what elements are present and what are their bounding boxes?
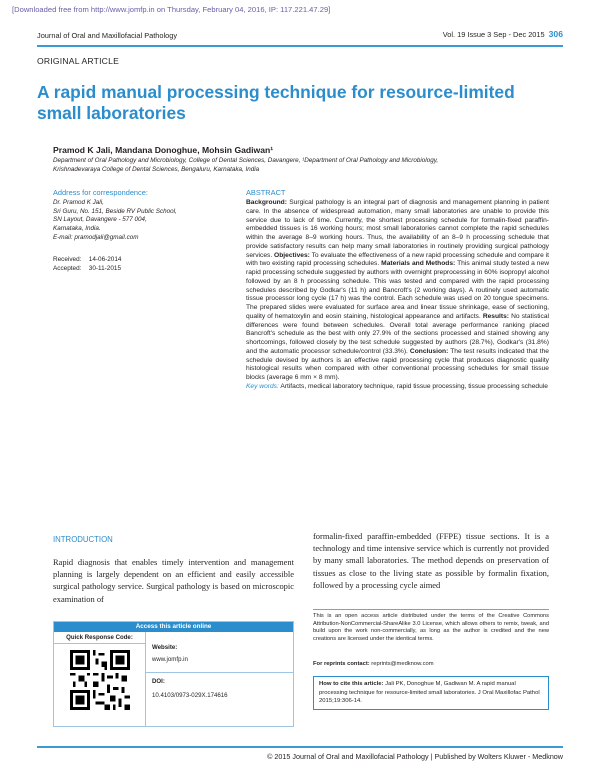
background-label: Background:: [246, 199, 287, 206]
header-rule: [37, 45, 563, 47]
keywords: [246, 383, 549, 392]
qr-code-icon[interactable]: [70, 650, 130, 710]
title-line-2: small laboratories: [37, 103, 186, 123]
affiliation-line-1: Department of Oral Pathology and Microbiology, College of Dental Sciences, Davangere, ¹Department of Oral Pathology and Microbiology,: [53, 157, 439, 164]
title-line-1: A rapid manual processing technique for resource-limited: [37, 82, 515, 102]
abstract-body: [246, 199, 549, 392]
received-date: 14-06-2014: [88, 256, 122, 263]
citation-box: [313, 676, 549, 710]
objectives-text: To evaluate the effectiveness of a new rapid processing schedule and compare it with two existing rapid processing schedules.: [246, 251, 549, 268]
methods-label: Materials and Methods:: [379, 260, 456, 268]
results-label: Results:: [480, 312, 510, 320]
correspondence-heading: Address for correspondence:: [53, 188, 148, 197]
journal-name: Journal of Oral and Maxillofacial Pathology: [37, 31, 178, 40]
authors: Pramod K Jali, Mandana Donoghue, Mohsin Gadiwan¹: [53, 145, 274, 155]
keywords-text: Artifacts, medical laboratory technique, rapid tissue processing, tissue processing schedule: [278, 382, 548, 390]
objectives-label: Objectives:: [272, 251, 310, 259]
website-label: Website:: [152, 644, 178, 651]
license-notice: This is an open access article distributed under the terms of the Creative Commons Attribution-NonCommercial-ShareAlike 3.0 License, which allows others to remix, tweak, and build upon the work non-commercially, as long as the author is credited and the new creations are licensed under the identical terms.: [313, 613, 549, 643]
footer-rule: [37, 746, 563, 748]
access-article-box: [53, 621, 294, 727]
citation-text: Jali PK, Donoghue M, Gadiwan M. A rapid manual processing technique for resource-limited small laboratories. J Oral Maxillofac Pathol 2015;19:306-14.: [319, 681, 540, 704]
methods-text: This animal study tested a new rapid processing schedule suggested by authors with overnight preprocessing in 60% isopropyl alcohol followed by an 8 h processing schedule. This was tested and compared with the rapid processing schedules described by Godkar's (11 h) and Bancroft's (2 working days). A routinely used automatic tissue processor long cycle (17 h) was the control. Each schedule was used on 20 tongue specimens. The prepared slides were evaluated for surface area and linear tissue shrinkage, ease of sectioning, quality of hematoxylin and eosin staining, histological appearance and artifacts.: [246, 260, 549, 320]
keywords-label: Key words:: [246, 382, 279, 390]
correspondence-line: Karnataka, India.: [53, 225, 101, 233]
article-dates: [53, 255, 121, 273]
access-box-heading: Access this article online: [54, 622, 293, 632]
reprints-contact: [313, 661, 434, 667]
divider: [146, 672, 293, 673]
correspondence-line: Sri Guru, No. 151, Beside RV Public School,: [53, 207, 177, 215]
introduction-heading: INTRODUCTION: [53, 535, 113, 544]
article-type: ORIGINAL ARTICLE: [37, 56, 119, 66]
doi-label: DOI:: [152, 678, 165, 685]
correspondence-line: SN Layout, Davangere - 577 004,: [53, 216, 147, 224]
volume-issue: Vol. 19 Issue 3 Sep - Dec 2015: [442, 30, 545, 39]
issue-info: [443, 29, 563, 39]
correspondence-email[interactable]: E-mail: pramodjali@gmail.com: [53, 233, 139, 241]
conclusion-label: Conclusion:: [407, 347, 449, 355]
abstract-heading: ABSTRACT: [246, 188, 286, 197]
divider: [54, 643, 145, 644]
introduction-left-column: Rapid diagnosis that enables timely intervention and management planning is largely dependent on an efficient and easily accessible surgical pathology service. Surgical pathology is based on microscopic examination of: [53, 557, 294, 604]
affiliation-line-2: Krishnadevaraya College of Dental Sciences, Bengaluru, Karnataka, India: [53, 165, 260, 173]
divider: [145, 632, 146, 727]
reprints-email[interactable]: reprints@medknow.com: [369, 661, 434, 667]
correspondence-line: Dr. Pramod K Jali,: [53, 199, 104, 206]
correspondence-address: [53, 199, 233, 243]
affiliations: [53, 157, 563, 175]
received-label: Received:: [53, 256, 82, 263]
page-number: 306: [548, 29, 563, 39]
conclusion-text: The test results indicated that the schedule devised by authors is an effective rapid processing cycle that produces diagnostic quality histological results when compared with other conventional processing schedules for small tissue blocks (average 6 mm × 8 mm).: [246, 347, 549, 381]
footer-copyright: © 2015 Journal of Oral and Maxillofacial Pathology | Published by Wolters Kluwer - Medknow: [267, 752, 563, 761]
citation-label: How to cite this article:: [319, 681, 384, 687]
qr-code-label: Quick Response Code:: [66, 634, 133, 641]
accepted-date: 30-11-2015: [88, 265, 121, 273]
results-text: No statistical differences were found between schedules. Overall total average performance ranking placed Bancroft's schedule as the best with only 27.9% of the sections processed and stained showing any shortcomings, followed closely by the test schedule suggested by authors (28.7%), Godkar's (31.8%) and the automatic processor schedule/control (33.3%).: [246, 312, 549, 355]
download-note: [Downloaded free from http://www.jomfp.in on Thursday, February 04, 2016, IP: 117.221.47.29]: [12, 5, 331, 14]
doi-link[interactable]: 10.4103/0973-029X.174616: [152, 692, 228, 699]
background-text: Surgical pathology is an integral part of diagnosis and management planning in patient care. In the absence of widespread automation, many small laboratories are unable to provide this service due to lack of time. Currently, the shortest processing schedule for formalin-fixed paraffin-embedded tissues is 16 working hours; most small laboratories cannot complete the rapid schedules within the average 8–9 working hours. Thus, the availability of an 8–9 h processing schedule that provide satisfactory results can help many small laboratories in routinely providing surgical pathology services.: [246, 199, 549, 259]
reprints-label: For reprints contact:: [313, 661, 370, 667]
license-rule: [313, 609, 549, 610]
introduction-right-column: formalin-fixed paraffin-embedded (FFPE) tissue sections. It is a technology and time intensive service which is currently not provided by many small laboratories. The method depends on preservation of tissues as close to the living state as possible by formalin fixation, followed by a processing cycle aimed: [313, 531, 549, 590]
accepted-label: Accepted:: [53, 265, 82, 273]
article-title: [37, 82, 557, 124]
website-link[interactable]: www.jomfp.in: [152, 656, 188, 663]
